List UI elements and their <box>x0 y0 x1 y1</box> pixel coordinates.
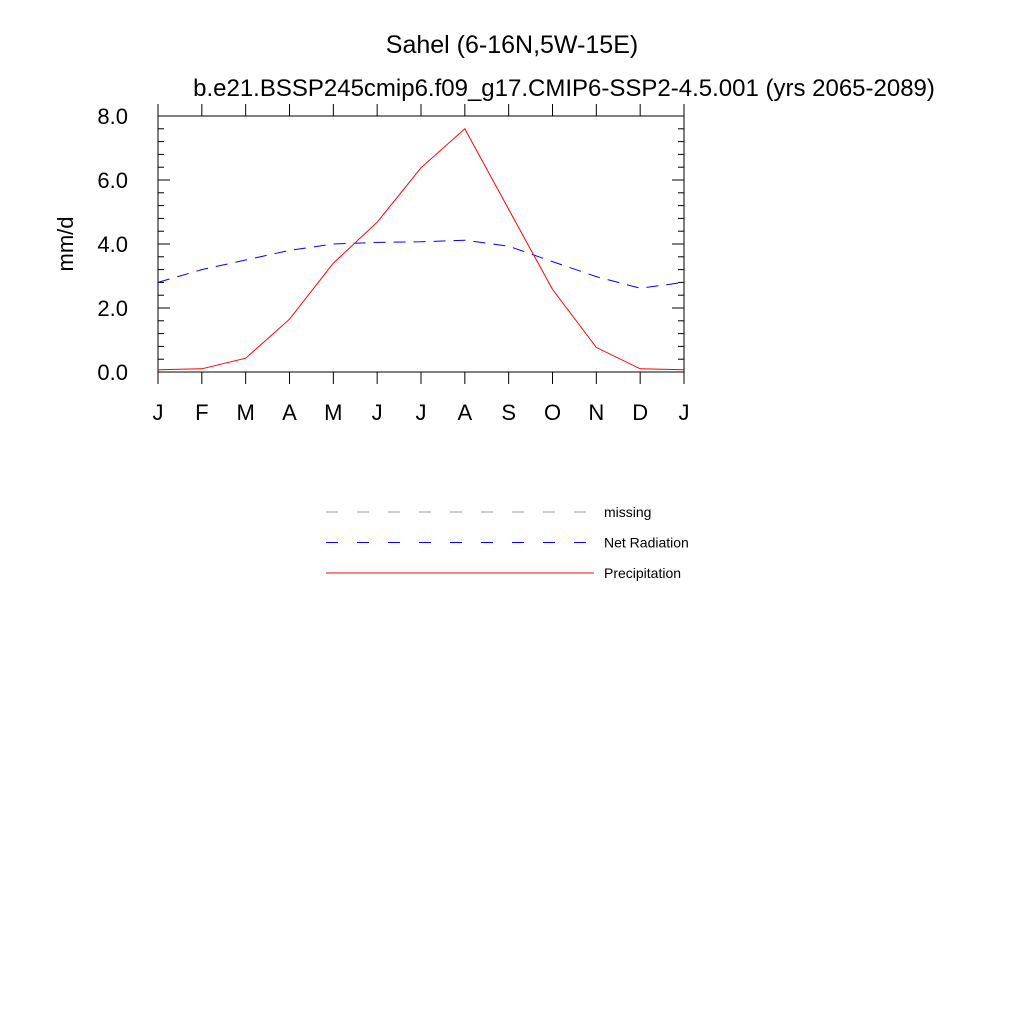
y-tick-label: 6.0 <box>97 168 128 193</box>
chart-title: Sahel (6-16N,5W-15E) <box>385 31 639 59</box>
legend-label-missing: missing <box>604 504 652 520</box>
x-tick-label: A <box>282 400 297 425</box>
x-tick-label: A <box>457 400 473 425</box>
x-tick-label: S <box>501 400 517 425</box>
x-tick-label: J <box>371 400 383 425</box>
y-tick-label: 4.0 <box>97 232 128 257</box>
x-tick-label: M <box>236 400 255 425</box>
x-tick-label: J <box>415 400 427 425</box>
x-tick-label: J <box>152 400 164 425</box>
x-tick-label: F <box>195 400 209 425</box>
x-tick-label: M <box>324 400 343 425</box>
plot-area <box>97 104 689 425</box>
legend <box>326 504 689 581</box>
x-tick-label: N <box>588 400 605 425</box>
x-tick-label: D <box>632 400 649 425</box>
y-tick-label: 2.0 <box>97 296 128 321</box>
series-line-precipitation <box>158 129 684 370</box>
legend-label-net-radiation: Net Radiation <box>604 534 689 551</box>
y-tick-label: 0.0 <box>97 360 128 385</box>
x-tick-label: O <box>543 400 562 425</box>
series-line-net-radiation <box>158 240 684 288</box>
chart-subtitle: b.e21.BSSP245cmip6.f09_g17.CMIP6-SSP2-4.5.001 (yrs 2065-2089) <box>193 75 935 102</box>
y-axis-label: mm/d <box>53 216 78 272</box>
legend-label-precipitation: Precipitation <box>604 565 682 581</box>
plot-frame <box>158 116 684 372</box>
y-tick-label: 8.0 <box>97 104 128 129</box>
x-tick-label: J <box>678 400 690 425</box>
